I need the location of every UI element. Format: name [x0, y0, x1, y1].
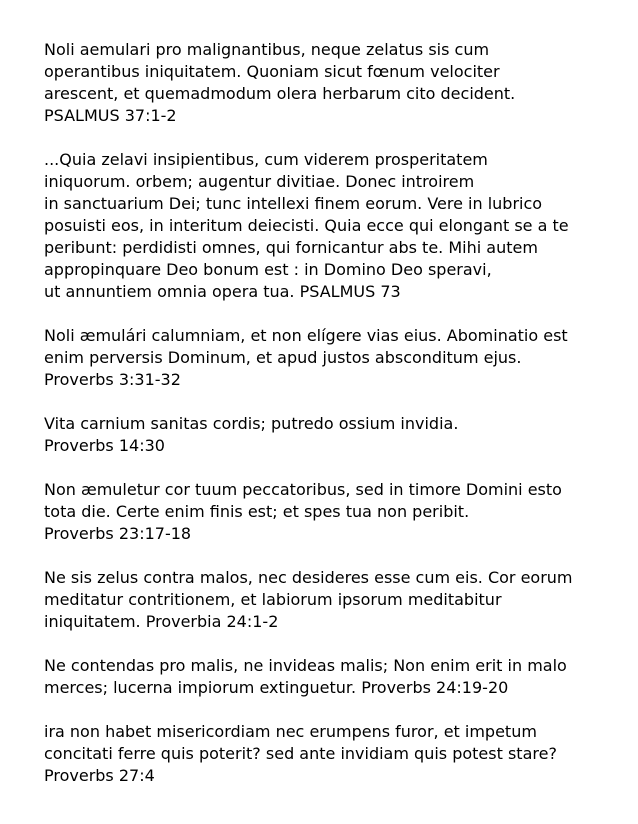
text-line: Ne sis zelus contra malos, nec desideres esse cum eis. Cor eorum: [44, 568, 573, 587]
text-line: appropinquare Deo bonum est : in Domino Deo speravi,: [44, 260, 492, 279]
paragraph-proverbia-24-1: [44, 567, 624, 633]
paragraph-proverbs-24-19: [44, 655, 624, 699]
citation: Proverbs 27:4: [44, 766, 155, 785]
text-line: Non æmuletur cor tuum peccatoribus, sed in timore Domini esto: [44, 480, 562, 499]
paragraph-proverbs-23: [44, 479, 624, 545]
text-line: Ne contendas pro malis, ne invideas malis; Non enim erit in malo: [44, 656, 567, 675]
text-line: iniquorum. orbem; augentur divitiae. Donec introirem: [44, 172, 475, 191]
text-line: Noli æmulári calumniam, et non elígere vias eius. Abominatio est: [44, 326, 568, 345]
text-line: ut annuntiem omnia opera tua. PSALMUS 73: [44, 282, 401, 301]
citation: PSALMUS 37:1-2: [44, 106, 177, 125]
text-line: arescent, et quemadmodum olera herbarum cito decident.: [44, 84, 516, 103]
citation: Proverbs 3:31-32: [44, 370, 181, 389]
text-line: tota die. Certe enim finis est; et spes tua non peribit.: [44, 502, 470, 521]
text-line: operantibus iniquitatem. Quoniam sicut fœnum velociter: [44, 62, 500, 81]
text-line: iniquitatem. Proverbia 24:1-2: [44, 612, 279, 631]
text-line: Noli aemulari pro malignantibus, neque zelatus sis cum: [44, 40, 490, 59]
paragraph-proverbs-27: [44, 721, 624, 787]
text-line: ira non habet misericordiam nec erumpens furor, et impetum: [44, 722, 537, 741]
text-line: concitati ferre quis poterit? sed ante invidiam quis potest stare?: [44, 744, 557, 763]
text-line: Vita carnium sanitas cordis; putredo ossium invidia.: [44, 414, 459, 433]
citation: Proverbs 23:17-18: [44, 524, 192, 543]
paragraph-proverbs-14: [44, 413, 624, 457]
citation: Proverbs 14:30: [44, 436, 165, 455]
paragraph-psalm-37: [44, 39, 624, 127]
paragraph-psalm-73: [44, 149, 624, 303]
text-line: enim perversis Dominum, et apud justos absconditum ejus.: [44, 348, 522, 367]
text-line: ...Quia zelavi insipientibus, cum viderem prosperitatem: [44, 150, 488, 169]
text-line: posuisti eos, in interitum deiecisti. Quia ecce qui elongant se a te: [44, 216, 569, 235]
document-page: [44, 39, 624, 809]
text-line: peribunt: perdidisti omnes, qui fornicantur abs te. Mihi autem: [44, 238, 538, 257]
paragraph-proverbs-3: [44, 325, 624, 391]
text-line: meditatur contritionem, et labiorum ipsorum meditabitur: [44, 590, 502, 609]
text-line: in sanctuarium Dei; tunc intellexi finem eorum. Vere in lubrico: [44, 194, 543, 213]
text-line: merces; lucerna impiorum extinguetur. Proverbs 24:19-20: [44, 678, 509, 697]
